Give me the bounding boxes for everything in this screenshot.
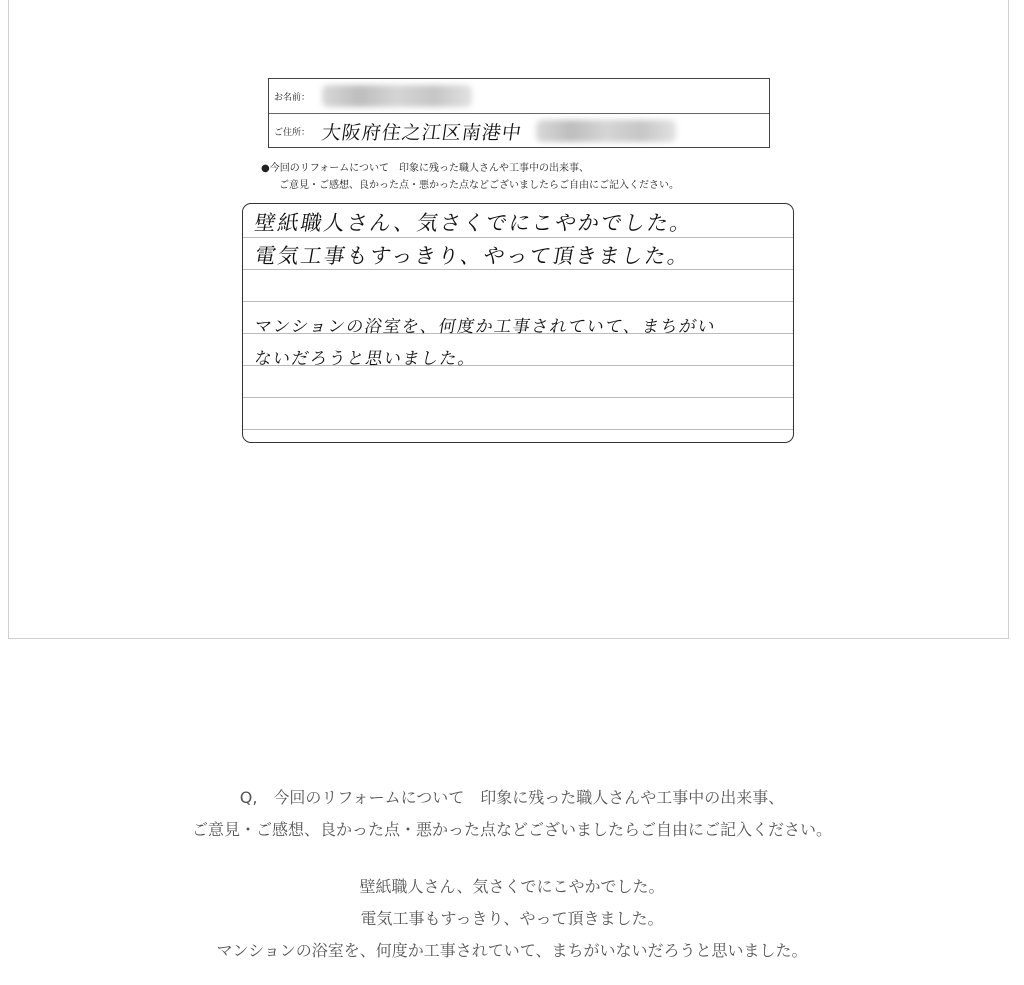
- scanned-questionnaire-frame: [8, 0, 1009, 639]
- handwritten-line: マンションの浴室を、何度か工事されていて、まちがい: [252, 317, 718, 337]
- handwritten-comment-box: [242, 203, 794, 443]
- address-label: ご住所：: [274, 127, 311, 138]
- address-handwritten: 大阪府住之江区南港中: [320, 121, 524, 144]
- prompt-line-1: ●今回のリフォームについて 印象に残った職人さんや工事中の出来事、: [261, 163, 590, 174]
- redacted-address: [536, 120, 676, 142]
- name-row: [269, 79, 769, 114]
- customer-info-box: [268, 78, 770, 148]
- handwritten-line: 壁紙職人さん、気さくでにこやかでした。: [252, 211, 696, 235]
- questionnaire-scan: [241, 76, 796, 448]
- redacted-name: [322, 85, 472, 107]
- answer-line-2: 電気工事もすっきり、やって頂きました。: [360, 909, 664, 928]
- prompt-line-2: ご意見・ご感想、良かった点・悪かった点などございましたらご自由にご記入ください。: [279, 180, 679, 191]
- question-line-1: Q, 今回のリフォームについて 印象に残った職人さんや工事中の出来事、: [239, 788, 785, 807]
- address-row: [269, 114, 769, 148]
- question-line-2: ご意見・ご感想、良かった点・悪かった点などございましたらご自由にご記入ください。: [191, 820, 832, 839]
- answer-line-3: マンションの浴室を、何度か工事されていて、まちがいないだろうと思いました。: [216, 941, 808, 960]
- handwritten-line: 電気工事もすっきり、やって頂きました。: [252, 244, 693, 268]
- questionnaire-prompt: [261, 160, 801, 194]
- handwritten-line: ないだろうと思いました。: [252, 349, 479, 369]
- answer-line-1: 壁紙職人さん、気さくでにこやかでした。: [359, 877, 665, 896]
- name-label: お名前：: [274, 92, 311, 103]
